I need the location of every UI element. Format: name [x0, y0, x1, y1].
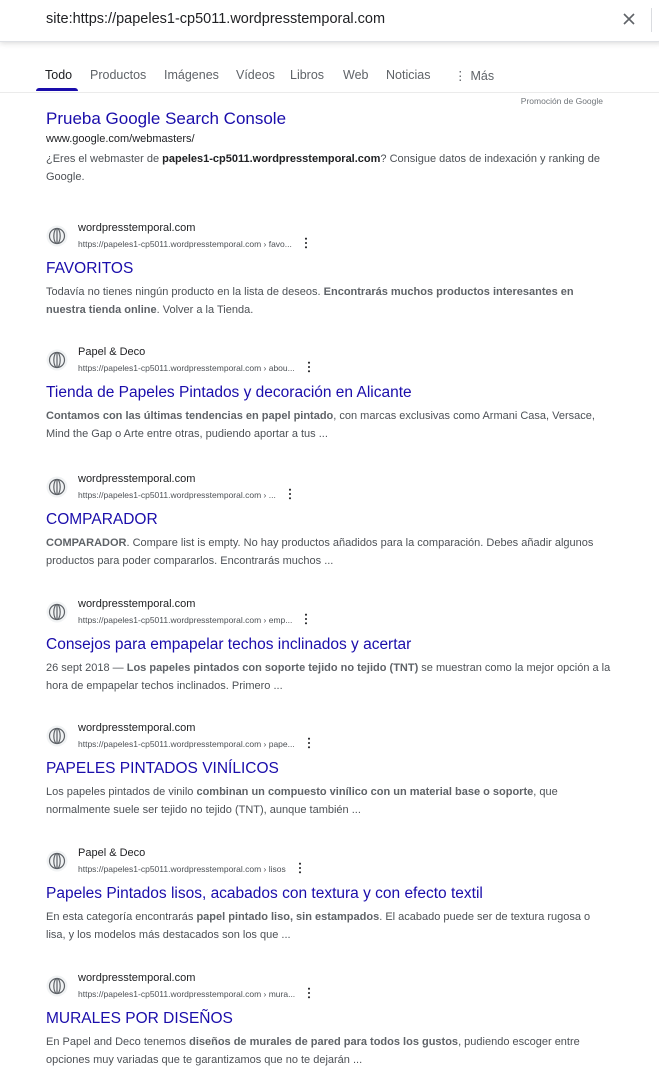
tab-productos[interactable]: Productos	[90, 68, 147, 82]
result-url-text: https://papeles1-cp5011.wordpresstemporal.com › ...	[78, 490, 276, 500]
result-url-text: https://papeles1-cp5011.wordpresstemporal.com › lisos	[78, 864, 286, 874]
snippet-text: En Papel and Deco tenemos	[46, 1036, 190, 1048]
result-title-link[interactable]: Consejos para empapelar techos inclinados y acertar	[46, 636, 412, 653]
active-tab-indicator	[36, 88, 78, 91]
tab-imagenes[interactable]: Imágenes	[164, 68, 219, 82]
result-title-link[interactable]: Tienda de Papeles Pintados y decoración en Alicante	[46, 384, 412, 401]
more-vert-icon[interactable]	[305, 987, 313, 999]
more-vert-icon[interactable]	[305, 361, 313, 373]
snippet-bold: Contamos con las últimas tendencias en papel pintado	[46, 410, 334, 422]
ad-description	[46, 150, 606, 186]
ad-desc-bold: papeles1-cp5011.wordpresstemporal.com	[162, 153, 381, 165]
divider	[651, 8, 652, 32]
result-title-link[interactable]: Papeles Pintados lisos, acabados con textura y con efecto textil	[46, 885, 483, 902]
globe-icon	[46, 476, 68, 498]
result-url-text: https://papeles1-cp5011.wordpresstemporal.com › mura...	[78, 989, 296, 999]
tab-mas-label: Más	[470, 69, 495, 83]
result-title-link[interactable]: COMPARADOR	[46, 511, 158, 528]
result-snippet	[46, 407, 611, 443]
snippet-bold: diseños de murales de pared para todos los gustos	[189, 1036, 459, 1048]
result-site-name[interactable]: wordpresstemporal.com	[78, 222, 196, 234]
result-snippet	[46, 783, 611, 819]
result-title-link[interactable]: MURALES POR DISEÑOS	[46, 1010, 233, 1027]
result-title-link[interactable]: FAVORITOS	[46, 260, 134, 277]
result-url[interactable]	[78, 987, 313, 999]
snippet-text: . Volver a la Tienda.	[156, 304, 254, 316]
result-snippet	[46, 659, 611, 695]
snippet-bold: combinan un compuesto vinílico con un material base o soporte	[196, 786, 534, 798]
result-site-name[interactable]: Papel & Deco	[78, 847, 146, 859]
tab-libros[interactable]: Libros	[290, 68, 325, 82]
more-vert-icon[interactable]	[302, 237, 310, 249]
search-bar	[0, 0, 659, 42]
result-url-text: https://papeles1-cp5011.wordpresstemporal.com › pape...	[78, 739, 295, 749]
snippet-text: En esta categoría encontrarás	[46, 911, 197, 923]
result-url-text: https://papeles1-cp5011.wordpresstemporal.com › favo...	[78, 239, 292, 249]
result-url-text: https://papeles1-cp5011.wordpresstemporal.com › emp...	[78, 615, 293, 625]
snippet-text: , con marcas exclusivas como Armani Casa, Versace, Mind the Gap o Arte entre otras, pudiendo aportar a tus ...	[46, 410, 595, 440]
globe-icon	[46, 601, 68, 623]
snippet-text: se muestran como la mejor opción a la hora de empapelar techos inclinados. Primero ...	[46, 662, 611, 692]
result-snippet	[46, 283, 611, 319]
search-tabs	[0, 68, 659, 94]
snippet-bold: papel pintado liso, sin estampados	[196, 911, 380, 923]
snippet-text: . Compare list is empty. No hay productos añadidos para la comparación. Debes añadir algunos productos para poder compararlos. Encontrarás muchos ...	[46, 537, 594, 567]
ad-desc-text: ¿Eres el webmaster de	[46, 153, 163, 165]
result-url[interactable]	[78, 862, 304, 874]
ad-label: Promoción de Google	[520, 96, 603, 106]
result-site-name[interactable]: Papel & Deco	[78, 346, 146, 358]
result-url[interactable]	[78, 237, 310, 249]
result-site-name[interactable]: wordpresstemporal.com	[78, 972, 196, 984]
snippet-text: Todavía no tienes ningún producto en la lista de deseos.	[46, 286, 324, 298]
globe-icon	[46, 349, 68, 371]
tab-web[interactable]: Web	[343, 68, 369, 82]
tab-noticias[interactable]: Noticias	[386, 68, 431, 82]
result-url[interactable]	[78, 613, 310, 625]
snippet-bold: Los papeles pintados con soporte tejido no tejido (TNT)	[126, 662, 419, 674]
result-snippet	[46, 908, 611, 944]
snippet-text: . El acabado puede ser de textura rugosa o lisa, y los modelos más destacados son los que ...	[46, 911, 591, 941]
globe-icon	[46, 725, 68, 747]
divider	[0, 92, 659, 93]
ad-desc-text: ? Consigue datos de indexación y ranking de Google.	[46, 153, 600, 183]
tab-videos[interactable]: Vídeos	[236, 68, 275, 82]
result-url[interactable]	[78, 488, 294, 500]
tab-mas[interactable]	[454, 68, 494, 83]
more-vert-icon: ⋮	[454, 69, 467, 83]
more-vert-icon[interactable]	[286, 488, 294, 500]
tab-todo[interactable]: Todo	[45, 68, 73, 82]
search-input[interactable]	[46, 11, 586, 27]
snippet-date: 26 sept 2018 —	[46, 662, 127, 674]
result-snippet	[46, 1033, 611, 1069]
globe-icon	[46, 225, 68, 247]
result-site-name[interactable]: wordpresstemporal.com	[78, 598, 196, 610]
close-icon[interactable]	[619, 9, 639, 29]
ad-url: www.google.com/webmasters/	[46, 133, 195, 145]
result-url-text: https://papeles1-cp5011.wordpresstemporal.com › abou...	[78, 363, 295, 373]
snippet-text: , pudiendo escoger entre opciones muy variadas que te garantizamos que no te dejarán ...	[46, 1036, 580, 1066]
snippet-text: Los papeles pintados de vinilo	[46, 786, 197, 798]
result-url[interactable]	[78, 737, 313, 749]
globe-icon	[46, 975, 68, 997]
result-site-name[interactable]: wordpresstemporal.com	[78, 473, 196, 485]
more-vert-icon[interactable]	[305, 737, 313, 749]
result-title-link[interactable]: PAPELES PINTADOS VINÍLICOS	[46, 760, 279, 777]
snippet-bold: Encontrarás muchos productos interesantes en nuestra tienda online	[46, 286, 574, 316]
ad-title-link[interactable]: Prueba Google Search Console	[46, 109, 287, 128]
snippet-bold: COMPARADOR	[46, 537, 127, 549]
more-vert-icon[interactable]	[302, 613, 310, 625]
result-site-name[interactable]: wordpresstemporal.com	[78, 722, 196, 734]
result-url[interactable]	[78, 361, 313, 373]
globe-icon	[46, 850, 68, 872]
snippet-text: , que normalmente suele ser tejido no tejido (TNT), aunque también ...	[46, 786, 558, 816]
result-snippet	[46, 534, 611, 570]
more-vert-icon[interactable]	[296, 862, 304, 874]
